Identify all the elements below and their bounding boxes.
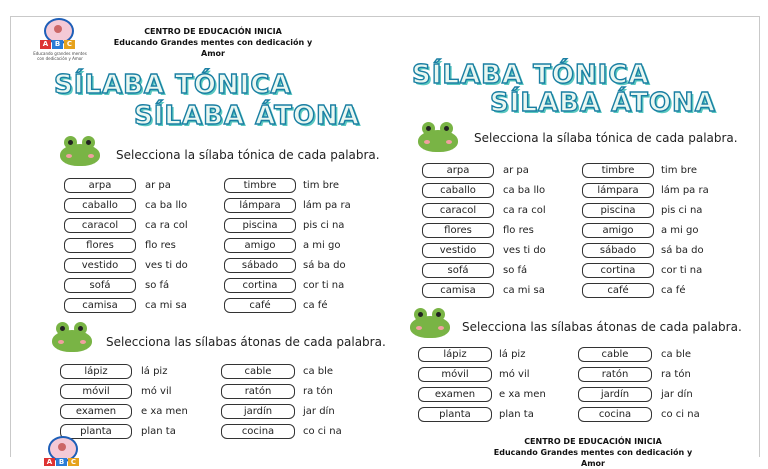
syllable-split[interactable]: so fá: [145, 280, 170, 291]
logo-block: C: [68, 458, 79, 466]
word-box[interactable]: sábado: [224, 258, 296, 273]
word-box[interactable]: planta: [418, 407, 492, 422]
school-motto-end: Amor: [201, 49, 225, 58]
word-box[interactable]: café: [224, 298, 296, 313]
word-box[interactable]: amigo: [224, 238, 296, 253]
word-box[interactable]: arpa: [64, 178, 136, 193]
syllable-split[interactable]: ves ti do: [503, 245, 546, 256]
word-box[interactable]: examen: [418, 387, 492, 402]
school-header: [470, 436, 716, 469]
syllable-split[interactable]: lám pa ra: [661, 185, 709, 196]
frog-icon: [60, 136, 100, 166]
syllable-split[interactable]: lá piz: [141, 366, 168, 377]
instruction-tonica: Selecciona la sílaba tónica de cada palabra.: [474, 131, 738, 145]
logo-block: A: [44, 458, 55, 466]
word-box[interactable]: ratón: [578, 367, 652, 382]
word-box[interactable]: flores: [64, 238, 136, 253]
title-silaba-atona: SÍLABA ÁTONA: [490, 88, 716, 118]
syllable-split[interactable]: e xa men: [141, 406, 188, 417]
syllable-split[interactable]: ar pa: [503, 165, 529, 176]
word-box[interactable]: cortina: [582, 263, 654, 278]
syllable-split[interactable]: jar dín: [661, 389, 693, 400]
word-box[interactable]: camisa: [64, 298, 136, 313]
frog-icon: [52, 322, 92, 352]
word-box[interactable]: planta: [60, 424, 132, 439]
syllable-split[interactable]: cor ti na: [661, 265, 703, 276]
instruction-atona: Selecciona las sílabas átonas de cada palabra.: [106, 335, 386, 349]
word-box[interactable]: caballo: [64, 198, 136, 213]
word-box[interactable]: lámpara: [224, 198, 296, 213]
school-logo: [40, 436, 84, 466]
word-box[interactable]: móvil: [418, 367, 492, 382]
word-box[interactable]: cable: [221, 364, 295, 379]
logo-block: C: [64, 40, 75, 49]
syllable-split[interactable]: a mi go: [303, 240, 341, 251]
word-box[interactable]: café: [582, 283, 654, 298]
word-box[interactable]: sofá: [64, 278, 136, 293]
syllable-split[interactable]: sá ba do: [303, 260, 346, 271]
word-box[interactable]: camisa: [422, 283, 494, 298]
word-box[interactable]: vestido: [422, 243, 494, 258]
word-box[interactable]: amigo: [582, 223, 654, 238]
logo-block: B: [52, 40, 63, 49]
title-silaba-atona: SÍLABA ÁTONA: [134, 101, 360, 131]
title-silaba-tonica: SÍLABA TÓNICA: [54, 70, 292, 100]
school-header: [100, 26, 326, 59]
syllable-split[interactable]: e xa men: [499, 389, 546, 400]
frog-icon: [410, 308, 450, 338]
school-logo: [33, 18, 87, 61]
instruction-atona: Selecciona las sílabas átonas de cada palabra.: [462, 320, 742, 334]
syllable-split[interactable]: a mi go: [661, 225, 699, 236]
word-box[interactable]: lámpara: [582, 183, 654, 198]
syllable-split[interactable]: ca ble: [303, 366, 334, 377]
syllable-split[interactable]: ves ti do: [145, 260, 188, 271]
syllable-split[interactable]: ca ra col: [503, 205, 546, 216]
syllable-split[interactable]: pis ci na: [661, 205, 703, 216]
syllable-split[interactable]: co ci na: [303, 426, 342, 437]
syllable-split[interactable]: plan ta: [499, 409, 534, 420]
syllable-split[interactable]: ca ra col: [145, 220, 188, 231]
syllable-split[interactable]: flo res: [145, 240, 176, 251]
syllable-split[interactable]: ca fé: [303, 300, 328, 311]
syllable-split[interactable]: jar dín: [303, 406, 335, 417]
syllable-split[interactable]: ca mi sa: [503, 285, 545, 296]
logo-caption: Educando grandes mentes con dedicación y Amor: [33, 51, 87, 61]
word-box[interactable]: lápiz: [418, 347, 492, 362]
syllable-split[interactable]: flo res: [503, 225, 534, 236]
syllable-split[interactable]: ca ble: [661, 349, 692, 360]
word-box[interactable]: jardín: [578, 387, 652, 402]
word-box[interactable]: arpa: [422, 163, 494, 178]
word-box[interactable]: móvil: [60, 384, 132, 399]
instruction-tonica: Selecciona la sílaba tónica de cada palabra.: [116, 148, 380, 162]
word-box[interactable]: sofá: [422, 263, 494, 278]
syllable-split[interactable]: co ci na: [661, 409, 700, 420]
syllable-split[interactable]: ca fé: [661, 285, 686, 296]
word-box[interactable]: timbre: [582, 163, 654, 178]
word-box[interactable]: piscina: [224, 218, 296, 233]
syllable-split[interactable]: so fá: [503, 265, 528, 276]
word-box[interactable]: caballo: [422, 183, 494, 198]
word-box[interactable]: sábado: [582, 243, 654, 258]
syllable-split[interactable]: lám pa ra: [303, 200, 351, 211]
syllable-split[interactable]: ca ba llo: [145, 200, 188, 211]
syllable-split[interactable]: mó vil: [141, 386, 172, 397]
logo-block: A: [40, 40, 51, 49]
syllable-split[interactable]: lá piz: [499, 349, 526, 360]
syllable-split[interactable]: pis ci na: [303, 220, 345, 231]
word-box[interactable]: cable: [578, 347, 652, 362]
syllable-split[interactable]: ca ba llo: [503, 185, 546, 196]
word-box[interactable]: caracol: [422, 203, 494, 218]
word-box[interactable]: vestido: [64, 258, 136, 273]
frog-icon: [418, 122, 458, 152]
syllable-split[interactable]: plan ta: [141, 426, 176, 437]
school-motto: Educando Grandes mentes con dedicación y: [493, 448, 693, 457]
syllable-split[interactable]: tim bre: [303, 180, 340, 191]
syllable-split[interactable]: ar pa: [145, 180, 171, 191]
syllable-split[interactable]: tim bre: [661, 165, 698, 176]
word-box[interactable]: cocina: [221, 424, 295, 439]
word-box[interactable]: ratón: [221, 384, 295, 399]
syllable-split[interactable]: ca mi sa: [145, 300, 187, 311]
word-box[interactable]: cortina: [224, 278, 296, 293]
logo-block: B: [56, 458, 67, 466]
syllable-split[interactable]: sá ba do: [661, 245, 704, 256]
word-box[interactable]: lápiz: [60, 364, 132, 379]
syllable-split[interactable]: ra tón: [303, 386, 333, 397]
word-box[interactable]: piscina: [582, 203, 654, 218]
word-box[interactable]: timbre: [224, 178, 296, 193]
syllable-split[interactable]: ra tón: [661, 369, 691, 380]
school-name: CENTRO DE EDUCACIÓN INICIA: [144, 27, 282, 36]
school-name: CENTRO DE EDUCACIÓN INICIA: [524, 437, 662, 446]
syllable-split[interactable]: cor ti na: [303, 280, 345, 291]
syllable-split[interactable]: mó vil: [499, 369, 530, 380]
word-box[interactable]: examen: [60, 404, 132, 419]
word-box[interactable]: jardín: [221, 404, 295, 419]
word-box[interactable]: flores: [422, 223, 494, 238]
title-silaba-tonica: SÍLABA TÓNICA: [412, 60, 650, 90]
word-box[interactable]: caracol: [64, 218, 136, 233]
school-motto-end: Amor: [581, 459, 605, 468]
word-box[interactable]: cocina: [578, 407, 652, 422]
school-motto: Educando Grandes mentes con dedicación y: [113, 38, 313, 47]
